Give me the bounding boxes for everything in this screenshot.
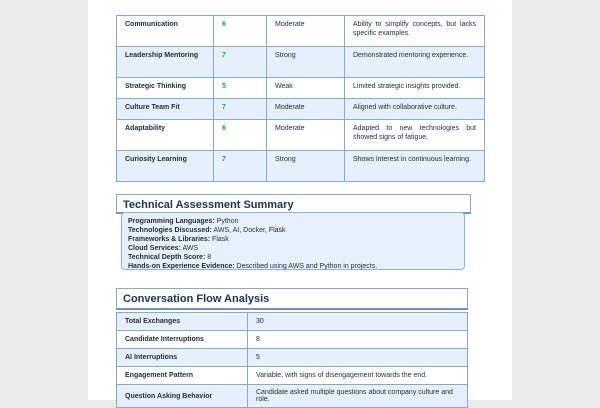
summary-line bbox=[128, 253, 458, 262]
summary-line bbox=[128, 226, 458, 235]
skill-name: Culture Team Fit bbox=[117, 99, 214, 120]
summary-value: AWS bbox=[182, 245, 199, 253]
skill-level: Moderate bbox=[267, 16, 345, 47]
flow-value: 5 bbox=[248, 349, 468, 367]
skill-level: Strong bbox=[267, 151, 345, 182]
summary-label: Hands-on Experience Evidence: bbox=[128, 263, 235, 271]
competency-table bbox=[116, 15, 485, 182]
table-row bbox=[117, 385, 468, 408]
summary-line bbox=[128, 262, 458, 271]
skill-level: Strong bbox=[267, 47, 345, 78]
flow-key: Question Asking Behavior bbox=[117, 385, 248, 408]
skill-name: Strategic Thinking bbox=[117, 78, 214, 99]
report-page bbox=[88, 0, 512, 403]
table-row bbox=[117, 120, 485, 151]
skill-score: 6 bbox=[214, 120, 267, 151]
table-row bbox=[117, 151, 485, 182]
summary-line bbox=[128, 235, 458, 244]
flow-value: Variable, with signs of disengagement towards the end. bbox=[248, 367, 468, 385]
summary-label: Technical Depth Score: bbox=[128, 254, 206, 262]
summary-value: Described using AWS and Python in projects. bbox=[236, 263, 378, 271]
skill-name: Communication bbox=[117, 16, 214, 47]
table-row bbox=[117, 349, 468, 367]
skill-score: 6 bbox=[214, 16, 267, 47]
skill-name: Curiosity Learning bbox=[117, 151, 214, 182]
skill-score: 5 bbox=[214, 78, 267, 99]
summary-value: 8 bbox=[207, 254, 212, 262]
summary-label: Cloud Services: bbox=[128, 245, 181, 253]
skill-note: Ability to simplify concepts, but lacks specific examples. bbox=[345, 16, 485, 47]
flow-value: 30 bbox=[248, 313, 468, 331]
skill-name: Leadership Mentoring bbox=[117, 47, 214, 78]
summary-line bbox=[128, 244, 458, 253]
skill-level: Weak bbox=[267, 78, 345, 99]
flow-key: Engagement Pattern bbox=[117, 367, 248, 385]
technical-section-title: Technical Assessment Summary bbox=[116, 194, 471, 214]
flow-key: AI Interruptions bbox=[117, 349, 248, 367]
table-row bbox=[117, 78, 485, 99]
technical-summary-box bbox=[121, 212, 465, 270]
skill-level: Moderate bbox=[267, 120, 345, 151]
flow-table bbox=[116, 312, 468, 408]
skill-name: Adaptability bbox=[117, 120, 214, 151]
table-row bbox=[117, 313, 468, 331]
skill-note: Adapted to new technologies but showed signs of fatigue. bbox=[345, 120, 485, 151]
table-row bbox=[117, 367, 468, 385]
flow-value: Candidate asked multiple questions about company culture and role. bbox=[248, 385, 468, 408]
table-row bbox=[117, 99, 485, 120]
flow-key: Candidate Interruptions bbox=[117, 331, 248, 349]
summary-value: Flask bbox=[212, 236, 229, 244]
flow-section-title: Conversation Flow Analysis bbox=[116, 288, 468, 310]
skill-note: Demonstrated mentoring experience. bbox=[345, 47, 485, 78]
summary-label: Frameworks & Libraries: bbox=[128, 236, 211, 244]
summary-line bbox=[128, 217, 458, 226]
table-row bbox=[117, 331, 468, 349]
skill-note: Limited strategic insights provided. bbox=[345, 78, 485, 99]
skill-note: Aligned with collaborative culture. bbox=[345, 99, 485, 120]
flow-key: Total Exchanges bbox=[117, 313, 248, 331]
skill-score: 7 bbox=[214, 151, 267, 182]
summary-label: Programming Languages: bbox=[128, 218, 215, 225]
summary-value: Python bbox=[216, 218, 239, 225]
skill-level: Moderate bbox=[267, 99, 345, 120]
skill-note: Shows interest in continuous learning. bbox=[345, 151, 485, 182]
summary-label: Technologies Discussed: bbox=[128, 227, 212, 235]
skill-score: 7 bbox=[214, 47, 267, 78]
skill-score: 7 bbox=[214, 99, 267, 120]
table-row bbox=[117, 47, 485, 78]
summary-value: AWS, AI, Docker, Flask bbox=[213, 227, 286, 235]
table-row bbox=[117, 16, 485, 47]
flow-value: 8 bbox=[248, 331, 468, 349]
